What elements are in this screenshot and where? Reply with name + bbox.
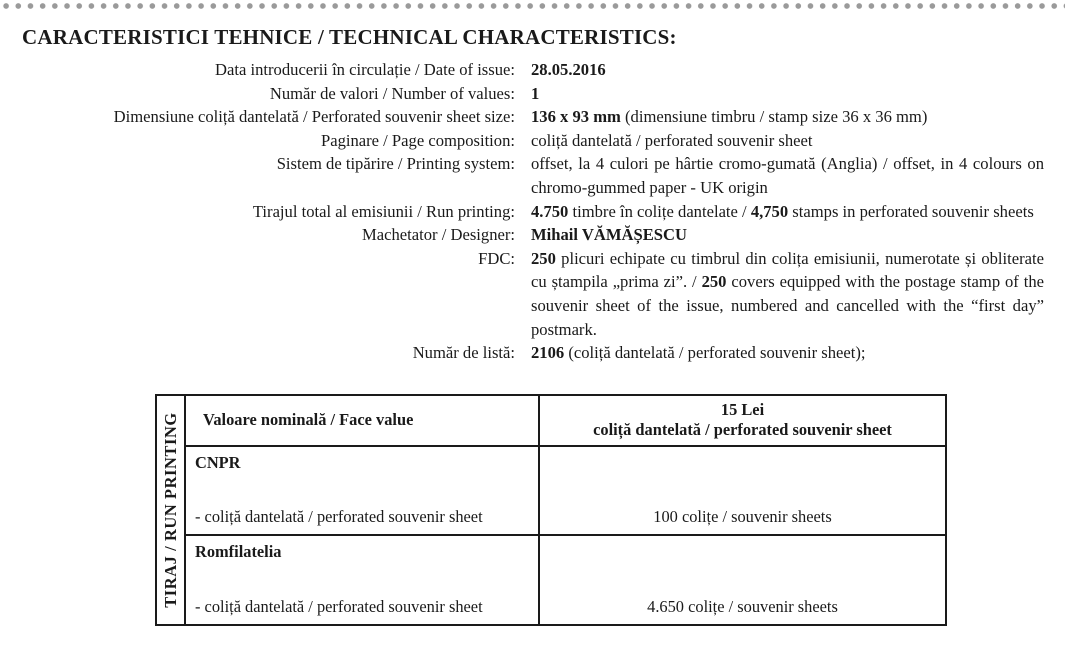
distributor-name: CNPR	[195, 452, 241, 472]
distributor-name: Romfilatelia	[195, 542, 282, 562]
spec-value	[531, 223, 1044, 247]
spec-label: Număr de valori / Number of values:	[269, 83, 515, 103]
spec-value-part: timbre în colițe dantelate /	[568, 201, 751, 221]
spec-label: FDC:	[478, 248, 515, 268]
item-description: - coliță dantelată / perforated souvenir sheet	[195, 597, 483, 616]
distributor-cell	[185, 446, 539, 536]
quantity-cell	[539, 535, 946, 625]
spec-value	[531, 247, 1044, 341]
spec-label: Machetator / Designer:	[362, 225, 515, 245]
spec-value-part: 4,750	[750, 201, 789, 221]
quantity-value: 4.650 colițe / souvenir sheets	[647, 597, 838, 616]
dotted-border-decoration	[0, 2, 1065, 10]
spec-value	[531, 58, 1044, 82]
spec-row	[0, 223, 1065, 247]
value-header-line1: 15 Lei	[720, 400, 765, 420]
spec-row	[0, 129, 1065, 153]
spec-value	[531, 129, 1044, 153]
face-value-header: Valoare nominală / Face value	[185, 395, 539, 446]
quantity-cell	[539, 446, 946, 536]
spec-row	[0, 247, 1065, 341]
quantity-value: 100 colițe / souvenir sheets	[653, 507, 832, 527]
spec-value	[531, 82, 1044, 106]
spec-row	[0, 82, 1065, 106]
spec-value-part: offset, la 4 culori pe hârtie cromo-gumată (Anglia) / offset, in 4 colours on chromo-gummed paper - UK origin	[531, 154, 1044, 197]
table-row	[156, 446, 946, 536]
spec-label: Sistem de tipărire / Printing system:	[276, 154, 515, 174]
spec-value-part: (coliță dantelată / perforated souvenir sheet);	[564, 343, 866, 363]
spec-value-part: 28.05.2016	[531, 60, 606, 79]
spec-value-part: Mihail VĂMĂȘESCU	[531, 225, 687, 245]
spec-row	[0, 341, 1065, 365]
spec-label: Data introducerii în circulație / Date of issue:	[215, 60, 515, 79]
spec-value-part: 4.750	[531, 201, 569, 221]
distributor-cell	[185, 535, 539, 625]
spec-value-part: 136 x 93 mm	[531, 107, 621, 127]
spec-label: Dimensiune coliță dantelată / Perforated souvenir sheet size:	[113, 107, 515, 127]
spec-label: Paginare / Page composition:	[320, 130, 515, 150]
spec-value	[531, 200, 1044, 224]
value-header	[539, 395, 946, 446]
spec-row	[0, 152, 1065, 199]
run-printing-side-label	[156, 395, 185, 625]
spec-value	[531, 341, 1044, 365]
spec-value-part: 250	[531, 248, 556, 268]
spec-value-part: stamps in perforated souvenir sheets	[788, 201, 1034, 221]
spec-value-part: plicuri echipate cu timbrul din colița emisiunii, numerotate și obliterate cu ștampila „prima zi”. /	[531, 248, 1044, 292]
item-description: - coliță dantelată / perforated souvenir sheet	[195, 507, 483, 527]
side-label-text: TIRAJ / RUN PRINTING	[160, 412, 180, 608]
specifications-list	[0, 58, 1065, 365]
section-title: CARACTERISTICI TEHNICE / TECHNICAL CHARACTERISTICS:	[22, 25, 677, 49]
spec-value-part: (dimensiune timbru / stamp size 36 x 36 mm)	[620, 107, 928, 127]
spec-value-part: coliță dantelată / perforated souvenir sheet	[531, 130, 813, 150]
table-row	[156, 535, 946, 625]
spec-row	[0, 58, 1065, 82]
spec-value	[531, 152, 1044, 199]
spec-value-part: 250	[701, 272, 727, 292]
spec-value-part: 1	[531, 83, 540, 103]
spec-label: Număr de listă:	[412, 343, 515, 363]
spec-value-part: covers equipped with the postage stamp of the souvenir sheet of the issue, numbered and cancelled with the “first day” postmark.	[531, 272, 1045, 339]
value-header-line2: coliță dantelată / perforated souvenir sheet	[593, 420, 892, 440]
spec-row	[0, 105, 1065, 129]
run-printing-table	[155, 394, 947, 626]
spec-value	[531, 105, 1044, 129]
spec-value-part: 2106	[531, 343, 565, 363]
spec-row	[0, 200, 1065, 224]
spec-label: Tirajul total al emisiunii / Run printing:	[252, 201, 515, 221]
